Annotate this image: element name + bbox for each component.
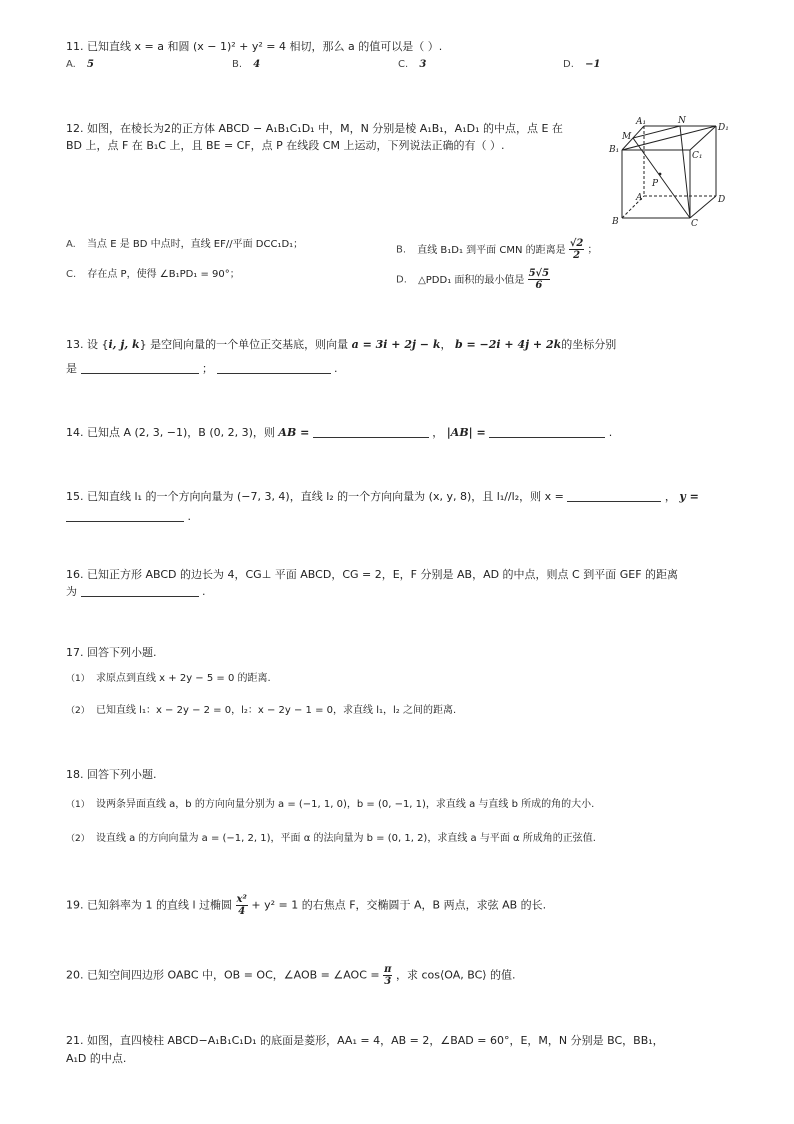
cube-figure [606,114,730,226]
label-m: M [622,132,632,142]
q11-option-d[interactable] [563,58,600,72]
question-18-stem: 18. 回答下列小题. [66,768,157,781]
label-p: P [652,179,659,189]
fraction-x2-over-4: $\frac{\text{x²}}{4}$ [236,894,247,917]
q11-option-a[interactable] [66,58,94,72]
option-text: 5 [87,59,94,70]
option-text: 3 [419,59,427,70]
question-17-stem: 17. 回答下列小题. [66,646,157,659]
label-d1: D₁ [718,123,729,133]
label-n: N [678,116,686,126]
answer-blank[interactable] [567,490,661,502]
q17-subquestion-2: （2） 已知直线 l₁：x − 2y − 2 = 0，l₂：x − 2y − 1 = 0，求直线 l₁，l₂ 之间的距离. [66,705,457,716]
question-12-line2: BD 上，点 F 在 B₁C 上，且 BE = CF，点 P 在线段 CM 上运动，下列说法正确的有（ ）. [66,139,505,152]
answer-blank[interactable] [313,426,429,438]
basis-vectors: i, j, k [108,338,140,351]
question-20: 20. 已知空间四边形 OABC 中，OB = OC，∠AOB = ∠AOC = $\frac{\pi}{3}$ ，求 cos⟨OA, BC⟩ 的值. [66,964,516,987]
answer-blank[interactable] [66,510,184,522]
question-15-line2: . [66,508,726,525]
option-letter: D. [396,274,407,286]
q12-option-c[interactable] [66,268,240,282]
option-text: 当点 E 是 BD 中点时，直线 EF//平面 DCC₁D₁； [87,239,304,250]
question-15-line1: 15. 已知直线 l₁ 的一个方向向量为 (−7, 3, 4)，直线 l₂ 的一个方向向量为 (x, y, 8)，且 l₁//l₂，则 x = ， y = [66,490,699,503]
label-b1: B₁ [609,145,620,155]
label-c: C [691,219,698,226]
option-letter: D. [563,59,574,70]
q11-option-b[interactable] [232,58,260,72]
option-text: 存在点 P，使得 ∠B₁PD₁ = 90°； [87,269,240,280]
q18-subquestion-1: （1） 设两条异面直线 a，b 的方向向量分别为 a = (−1, 1, 0)，b = (0, −1, 1)，求直线 a 与直线 b 所成的角的大小. [66,799,595,810]
q11-option-c[interactable] [398,58,426,72]
vector-ab: AB = [278,426,310,439]
vector-b-expression: b = −2i + 4j + 2k [454,338,562,351]
option-letter: A. [66,239,76,250]
option-text: −1 [585,59,601,70]
label-d: D [718,195,726,205]
option-text: 4 [253,59,261,70]
question-21-line2: A₁D 的中点. [66,1052,127,1065]
label-b: B [612,217,619,226]
question-16-line2: 为 . [66,585,206,598]
q12-option-b[interactable]: B. 直线 B₁D₁ 到平面 CMN 的距离是 $\frac{√2}{2}$ ； [396,238,598,261]
label-c1: C₁ [692,151,703,161]
vector-ab-magnitude: |AB| = [446,426,486,439]
q12-option-a[interactable] [66,238,303,252]
answer-blank[interactable] [81,362,199,374]
fraction-pi-over-3: $\frac{\pi}{3}$ [384,964,392,987]
answer-blank[interactable] [81,585,199,597]
q18-subquestion-2: （2） 设直线 a 的方向向量为 a = (−1, 2, 1)，平面 α 的法向量为 b = (0, 1, 2)，求直线 a 与平面 α 所成角的正弦值. [66,833,596,844]
question-11-stem: 11. 已知直线 x = a 和圆 (x − 1)² + y² = 4 相切，那么 a 的值可以是（ ）. [66,40,443,53]
label-a: A [636,193,643,203]
question-14: 14. 已知点 A (2, 3, −1)，B (0, 2, 3)，则 AB = ， |AB| = . [66,426,613,439]
option-letter: A. [66,59,76,70]
answer-blank[interactable] [217,362,331,374]
question-13-line2: 是 ； . [66,362,338,375]
q17-subquestion-1: （1） 求原点到直线 x + 2y − 5 = 0 的距离. [66,673,271,684]
q12-option-d[interactable] [396,268,550,291]
option-letter: C. [66,269,77,280]
question-21-line1: 21. 如图，直四棱柱 ABCD−A₁B₁C₁D₁ 的底面是菱形，AA₁ = 4，AB = 2，∠BAD = 60°，E，M，N 分别是 BC，BB₁， [66,1034,664,1047]
question-13-line1: 13. 设 {i, j, k} 是空间向量的一个单位正交基底，则向量 a = 3i + 2j − k， b = −2i + 4j + 2k的坐标分别 [66,338,617,351]
fraction-sqrt2-over-2: $\frac{√2}{2}$ [569,238,584,261]
fraction-5sqrt5-over-6: $\frac{5√5}{6}$ [528,268,550,291]
question-19: 19. 已知斜率为 1 的直线 l 过椭圆 $\frac{\text{x²}}{4}$ + y² = 1 的右焦点 F，交椭圆于 A，B 两点，求弦 AB 的长. [66,894,547,917]
option-letter: B. [396,244,407,256]
label-a1: A₁ [636,117,647,127]
answer-blank[interactable] [489,426,605,438]
option-letter: C. [398,59,409,70]
question-16-line1: 16. 已知正方形 ABCD 的边长为 4，CG⊥ 平面 ABCD，CG = 2，E，F 分别是 AB，AD 的中点，则点 C 到平面 GEF 的距离 [66,568,679,581]
option-text: 直线 B₁D₁ 到平面 CMN 的距离是 [417,244,566,256]
option-letter: B. [232,59,243,70]
option-text: △PDD₁ 面积的最小值是 [418,274,525,286]
question-12-line1: 12. 如图，在棱长为2的正方体 ABCD − A₁B₁C₁D₁ 中，M，N 分别是棱 A₁B₁，A₁D₁ 的中点，点 E 在 [66,122,563,135]
vector-a-expression: a = 3i + 2j − k [351,338,441,351]
